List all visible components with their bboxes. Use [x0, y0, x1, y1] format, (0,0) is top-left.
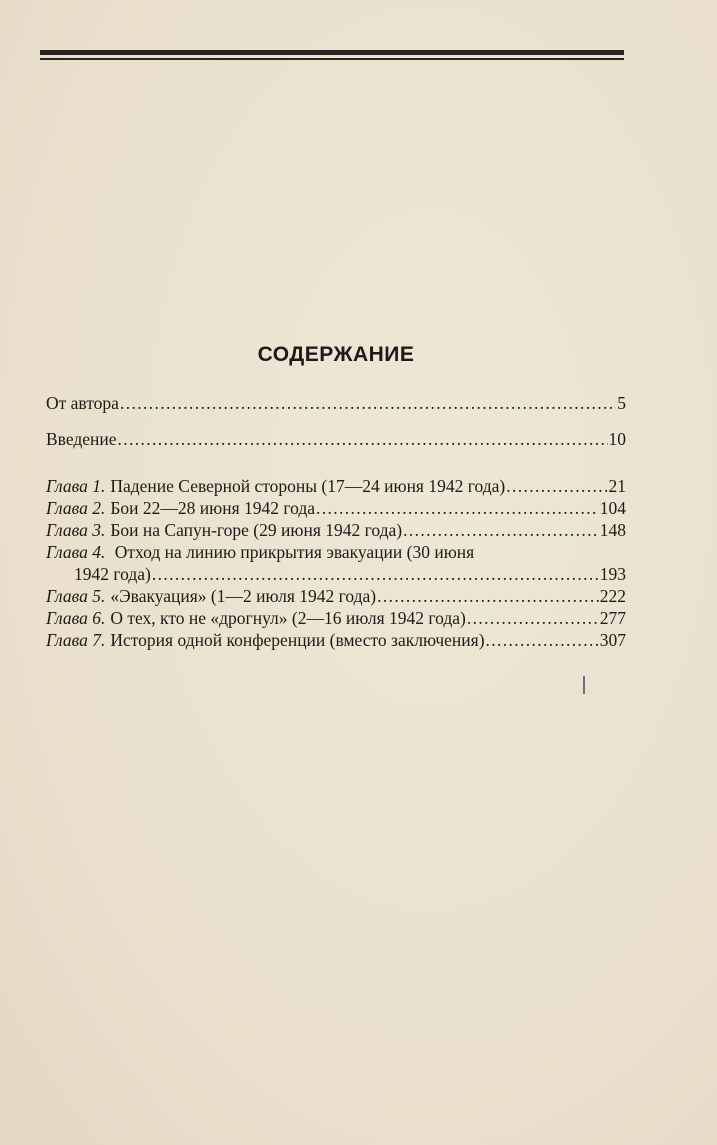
- toc-entry-page: 21: [608, 476, 626, 496]
- toc-entry-chapter-6: [46, 607, 626, 629]
- dot-leader: [316, 497, 599, 519]
- toc-entry-chapter-2: [46, 497, 626, 519]
- toc-entry-title: Падение Северной стороны (17—24 июня 1942 года): [110, 476, 506, 496]
- toc-entry-page: 10: [608, 429, 626, 449]
- toc-chapters: [46, 475, 626, 651]
- dot-leader: [506, 475, 607, 497]
- toc-entry-page: 307: [599, 630, 626, 650]
- toc-entry-title: От автора: [46, 393, 119, 413]
- top-rule-thin: [40, 58, 624, 60]
- toc-entry-title: История одной конференции (вместо заключения): [110, 630, 485, 650]
- dot-leader: [377, 585, 599, 607]
- toc-front-matter: [46, 392, 626, 450]
- toc-entry-chapter-5: [46, 585, 626, 607]
- dot-leader: [467, 607, 599, 629]
- chapter-label: Глава 2.: [46, 498, 106, 518]
- dot-leader: [120, 392, 616, 414]
- pen-mark: [583, 676, 585, 694]
- toc-entry-title: Бои на Сапун-горе (29 июня 1942 года): [110, 520, 403, 540]
- dot-leader: [486, 629, 599, 651]
- toc-entry-page: 5: [617, 393, 626, 413]
- toc-entry-title: Бои 22—28 июня 1942 года: [110, 498, 316, 518]
- toc-entry-page: 104: [599, 498, 626, 518]
- dot-leader: [152, 563, 599, 585]
- chapter-label: Глава 4.: [46, 542, 106, 562]
- page-title: СОДЕРЖАНИЕ: [257, 343, 415, 366]
- chapter-label: Глава 1.: [46, 476, 106, 496]
- toc-entry-title: О тех, кто не «дрогнул» (2—16 июля 1942 года): [110, 608, 466, 628]
- toc-entry-author: [46, 392, 626, 414]
- toc-entry-chapter-4-continued: [46, 563, 626, 585]
- toc-entry-chapter-1: [46, 475, 626, 497]
- toc-entry-page: 193: [599, 564, 626, 584]
- toc-entry-page: 277: [599, 608, 626, 628]
- toc-entry-title: Введение: [46, 429, 117, 449]
- dot-leader: [118, 428, 608, 450]
- toc-entry-page: 222: [599, 586, 626, 606]
- chapter-label: Глава 6.: [46, 608, 106, 628]
- toc-entry-chapter-4: [46, 541, 626, 563]
- toc-entry-intro: [46, 428, 626, 450]
- toc-entry-chapter-7: [46, 629, 626, 651]
- toc-entry-title-continued: 1942 года): [74, 564, 151, 584]
- toc-entry-page: 148: [599, 520, 626, 540]
- chapter-label: Глава 5.: [46, 586, 106, 606]
- chapter-label: Глава 3.: [46, 520, 106, 540]
- toc-entry-title: «Эвакуация» (1—2 июля 1942 года): [110, 586, 377, 606]
- top-rule-thick: [40, 50, 624, 55]
- chapter-label: Глава 7.: [46, 630, 106, 650]
- toc-entry-chapter-3: [46, 519, 626, 541]
- toc-entry-title: Отход на линию прикрытия эвакуации (30 июня: [114, 542, 475, 562]
- dot-leader: [403, 519, 599, 541]
